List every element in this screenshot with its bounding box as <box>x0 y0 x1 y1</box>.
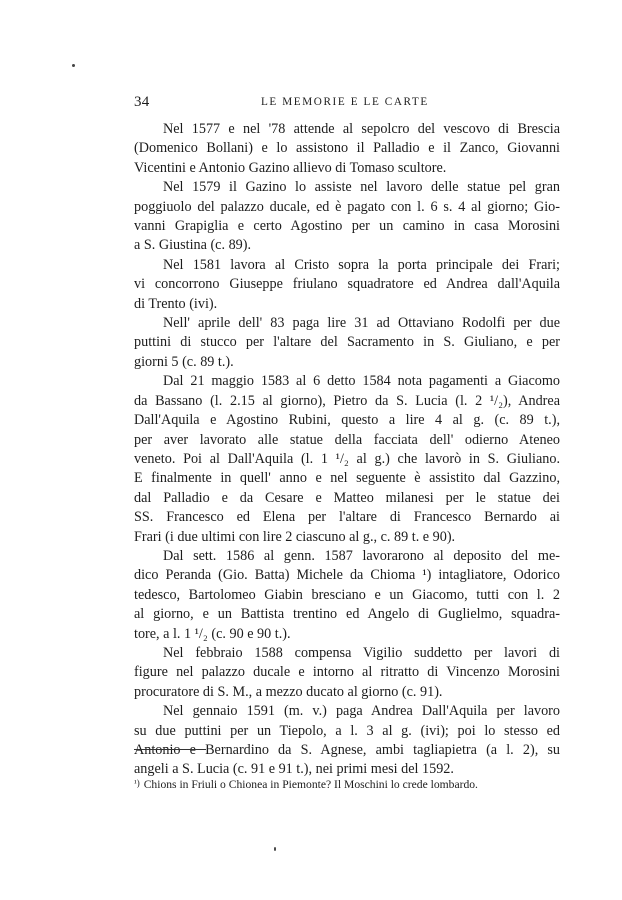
running-title: LE MEMORIE E LE CARTE <box>261 96 429 108</box>
paragraph <box>134 644 560 702</box>
paragraph <box>134 314 560 372</box>
text-line: procuratore di S. M., a mezzo ducato al giorno (c. 91). <box>134 683 443 700</box>
text-line: Nel febbraio 1588 compensa Vigilio suddetto per lavori di <box>163 644 560 661</box>
text-line: a S. Giustina (c. 89). <box>134 237 252 254</box>
footnote <box>134 776 560 792</box>
text-line: Nel 1577 e nel '78 attende al sepolcro del vescovo di Brescia <box>163 121 560 137</box>
text-line: angeli a S. Lucia (c. 91 e 91 t.), nei primi mesi del 1592. <box>134 761 454 778</box>
text-line: Nel 1579 il Gazino lo assiste nel lavoro delle statue pel gran <box>163 179 560 196</box>
text-line: (Domenico Bollani) e lo assistono il Palladio e il Zanco, Giovanni <box>134 140 560 157</box>
paragraph <box>134 702 560 780</box>
text-line: veneto. Poi al Dall'Aquila (l. 1 ¹/₂ al g.) che lavorò in S. Giuliano. <box>134 450 560 467</box>
text-line: per aver lavorato alle statue della facciata dell' odierno Ateneo <box>134 431 560 448</box>
text-line: Nell' aprile dell' 83 paga lire 31 ad Ottaviano Rodolfi per due <box>163 315 560 332</box>
text-line: tedesco, Bartolomeo Giabin bresciano e un Giacomo, tutti con l. 2 <box>134 586 560 603</box>
scan-speck <box>72 64 75 67</box>
text-line: E finalmente in quell' anno e nel seguente è assistito dal Gazzino, <box>134 470 560 487</box>
text-line: di Trento (ivi). <box>134 295 218 312</box>
page-header <box>134 94 558 112</box>
text-line: Nel gennaio 1591 (m. v.) paga Andrea Dall'Aquila per lavoro <box>163 703 560 720</box>
paragraph <box>134 256 560 314</box>
text-line: dal Palladio e da Cesare e Matteo milanesi per le statue dei <box>134 489 560 506</box>
paragraph <box>134 120 560 178</box>
footnote-separator <box>134 749 206 750</box>
text-line: Dal sett. 1586 al genn. 1587 lavorarono al deposito del me- <box>163 547 560 564</box>
text-line: Dal 21 maggio 1583 al 6 detto 1584 nota pagamenti a Giacomo <box>163 373 560 390</box>
paragraph <box>134 547 560 644</box>
text-line: SS. Francesco ed Elena per l'altare di Francesco Bernardo ai <box>134 509 560 526</box>
text-line: Frari (i due ultimi con lire 2 ciascuno al g., c. 89 t. e 90). <box>134 528 456 545</box>
text-line: vanni Grapiglia e certo Agostino per un camino in casa Morosini <box>134 218 560 235</box>
text-line: Dall'Aquila e Agostino Rubini, questo a lire 4 al g. (c. 89 t.), <box>134 412 560 429</box>
text-line: giorni 5 (c. 89 t.). <box>134 353 234 370</box>
text-line: dico Peranda (Gio. Batta) Michele da Chioma ¹) intagliatore, Odorico <box>134 567 560 584</box>
footnote-marker: ¹) <box>134 778 140 788</box>
text-line: poggiuolo del palazzo ducale, ed è pagato con l. 6 s. 4 al giorno; Gio- <box>134 198 560 215</box>
body-text <box>134 120 560 780</box>
text-line: da Bassano (l. 2.15 al giorno), Pietro da S. Lucia (l. 2 ¹/₂), Andrea <box>134 392 560 409</box>
text-line: Nel 1581 lavora al Cristo sopra la porta principale dei Frari; <box>163 256 560 273</box>
text-line: su due puttini per un Tiepolo, a l. 3 al g. (ivi); poi lo stesso ed <box>134 722 560 739</box>
page-number: 34 <box>134 94 150 110</box>
paragraph <box>134 372 560 547</box>
text-line: figure nel palazzo ducale e intorno al ritratto di Vincenzo Morosini <box>134 664 560 681</box>
paragraph <box>134 178 560 256</box>
footnote-text: Chions in Friuli o Chionea in Piemonte? Il Moschini lo crede lombardo. <box>143 778 478 791</box>
scan-speck <box>274 847 276 851</box>
text-line: tore, a l. 1 ¹/₂ (c. 90 e 90 t.). <box>134 625 291 642</box>
text-line: puttini di stucco per l'altare del Sacramento in S. Giuliano, e per <box>134 334 560 351</box>
text-line: vi concorrono Giuseppe friulano squadratore ed Andrea dall'Aquila <box>134 276 560 293</box>
text-line: Antonio e Bernardino da S. Agnese, ambi tagliapietra (a l. 2), su <box>134 742 560 758</box>
text-line: al giorno, e un Battista trentino ed Angelo di Guglielmo, squadra- <box>134 606 560 623</box>
text-line: Vicentini e Antonio Gazino allievo di Tomaso scultore. <box>134 159 447 176</box>
